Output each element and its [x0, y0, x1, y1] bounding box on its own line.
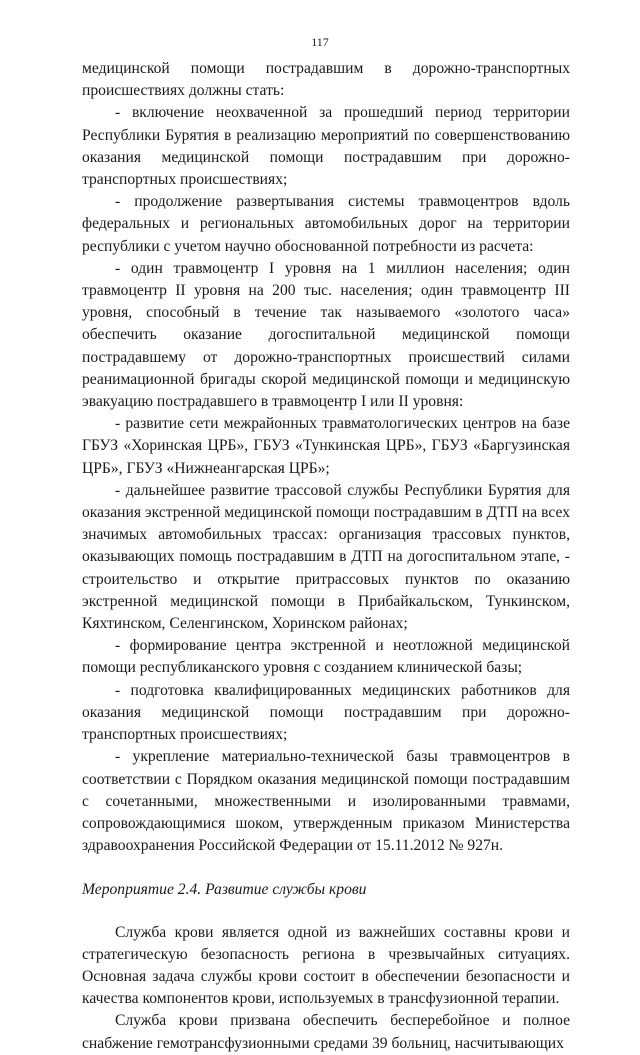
page-number: 117	[311, 35, 329, 49]
list-item: - включение неохваченной за прошедший период территории Республики Бурятия в реализацию мероприятий по совершенствованию оказания медицинской помощи пострадавшим при дорожно-транспортных происшествиях;	[82, 104, 570, 189]
list-item: - укрепление материально-технической базы травмоцентров в соответствии с Порядком оказания медицинской помощи пострадавшим с сочетанными, множественными и изолированными травмами, сопровождающимися шоком, утвержденным приказом Министерства здравоохранения Российской Федерации от 15.11.2012 № 927н.	[82, 748, 570, 855]
list-block	[82, 58, 570, 857]
section-heading: Мероприятие 2.4. Развитие службы крови	[82, 881, 367, 899]
paragraph: Служба крови является одной из важнейших составны крови и стратегическую безопасность региона в чрезвычайных ситуациях. Основная задача службы крови состоит в обеспечении безопасности и качества компонентов крови, используемых в трансфузионной терапии.	[82, 923, 570, 1008]
paragraph: Служба крови призвана обеспечить бесперебойное и полное снабжение гемотрансфузионными средами 39 больниц, насчитывающих	[82, 1012, 570, 1052]
list-item: - один травмоцентр I уровня на 1 миллион населения; один травмоцентр II уровня на 200 тыс. населения; один травмоцентр III уровня, способный в течение так называемого «золотого часа» обеспечить оказание догоспитальной медицинской помощи пострадавшему от дорожно-транспортных происшествий силами реанимационной бригады скорой медицинской помощи и медицинскую эвакуацию пострадавшего в травмоцентр I или II уровня:	[82, 259, 570, 411]
list-item: - формирование центра экстренной и неотложной медицинской помощи республиканского уровня с созданием клинической базы;	[82, 637, 570, 677]
page-body	[82, 58, 570, 1055]
list-item: - продолжение развертывания системы травмоцентров вдоль федеральных и региональных автомобильных дорог на территории республики с учетом научно обоснованной потребности из расчета:	[82, 193, 570, 255]
paragraph: медицинской помощи пострадавшим в дорожно-транспортных происшествиях должны стать:	[82, 60, 570, 100]
body-block	[82, 922, 570, 1055]
list-item: - развитие сети межрайонных травматологических центров на базе ГБУЗ «Хоринская ЦРБ», ГБУЗ «Тункинская ЦРБ», ГБУЗ «Баргузинская ЦРБ», ГБУЗ «Нижнеангарская ЦРБ»;	[82, 415, 570, 477]
list-item: - подготовка квалифицированных медицинских работников для оказания медицинской помощи пострадавшим при дорожно-транспортных происшествиях;	[82, 681, 570, 744]
list-item: - дальнейшее развитие трассовой службы Республики Бурятия для оказания экстренной медицинской помощи пострадавшим в ДТП на всех значимых автомобильных трассах: организация трассовых пунктов, оказывающих помощь пострадавшим в ДТП на догоспитальном этапе, - строительство и открытие притрассовых пунктов по оказанию экстренной медицинской помощи в Прибайкальском, Тункинском, Кяхтинском, Селенгинском, Хоринском районах;	[82, 481, 570, 633]
